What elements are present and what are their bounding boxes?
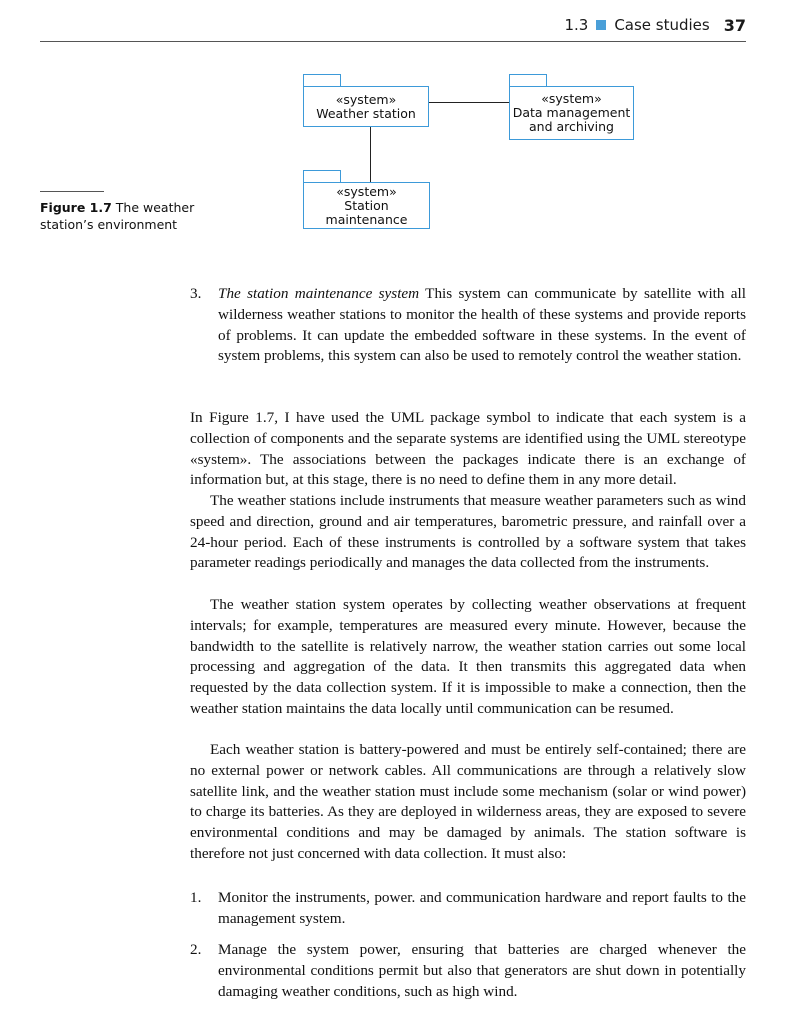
package-stereotype: «system» <box>541 91 602 106</box>
list-item-text: This system can communicate by satellite with all wilderness weather stations to monitor the health of these systems and provide reports of problems. It can update the embedded software in these systems. In the event of system problems, this system can also be used to remotely control the weather station. <box>218 285 746 365</box>
figure-label: Figure 1.7 <box>40 200 112 215</box>
list-item-text: Manage the system power, ensuring that batteries are charged whenever the environmental conditions permit but also that generators are shut down in potentially damaging weather conditions, such as high wind. <box>218 941 746 1000</box>
list-item-2 <box>190 940 746 1002</box>
list-item-1 <box>190 888 746 930</box>
package-name: Weather station <box>316 105 416 121</box>
paragraph-4: Each weather station is battery-powered and must be entirely self-contained; there are no external power or network cables. All communications are through a relatively slow satellite link, and the weather station must include some mechanism (solar or wind power) to charge its batteries. As they are deployed in wilderness areas, they are exposed to severe environmental conditions and may be damaged by animals. The station software is therefore not just concerned with data collection. It must also: <box>190 741 746 862</box>
paragraph-3: The weather station system operates by collecting weather observations at frequent intervals; for example, temperatures are measured every minute. However, because the bandwidth to the satellite is relatively narrow, the weather station carries out some local processing and aggregation of the data. It then transmits this aggregated data when requested by the data collection system. If it is impossible to make a connection, then the weather station maintains the data locally until communication can be resumed. <box>190 596 746 717</box>
package-name-line2: and archiving <box>528 119 614 134</box>
package-name-line1: Data management <box>512 105 631 120</box>
list-item-title: The station maintenance system <box>218 285 420 302</box>
paragraph-1: In Figure 1.7, I have used the UML package symbol to indicate that each system is a collection of components and the separate systems are identified using the UML stereotype «system». The associations between the packages indicate there is an exchange of information but, at this stage, there is no need to define them in any more detail. <box>190 409 746 489</box>
list-body <box>218 284 746 367</box>
package-weather-station <box>303 86 429 127</box>
list-item-text: Monitor the instruments, power. and communication hardware and report faults to the management system. <box>218 889 746 927</box>
paragraph-2: The weather stations include instruments that measure weather parameters such as wind speed and direction, ground and air temperatures, barometric pressure, and rainfall over a 24-hour period. Each of these instruments is controlled by a software system that takes parameter readings periodically and manages the data collected from the instruments. <box>190 492 746 572</box>
list-item-3 <box>190 284 746 367</box>
package-station-maintenance <box>303 182 430 229</box>
caption-divider <box>40 191 104 192</box>
figure-caption-text: The weather station’s environment <box>40 200 195 232</box>
list-number: 1. <box>190 889 202 906</box>
section-number: 1.3 <box>564 16 589 34</box>
package-name: Station maintenance <box>325 197 408 227</box>
figure-caption <box>40 199 200 233</box>
association-ws-dm <box>429 102 509 103</box>
section-title: Case studies <box>614 16 710 34</box>
page-number: 37 <box>723 15 746 35</box>
package-stereotype: «system» <box>335 91 397 107</box>
association-ws-sm <box>370 127 371 182</box>
package-data-management <box>509 86 634 140</box>
package-stereotype: «system» <box>336 183 397 199</box>
list-number: 2. <box>190 941 202 958</box>
list-number: 3. <box>190 285 202 302</box>
